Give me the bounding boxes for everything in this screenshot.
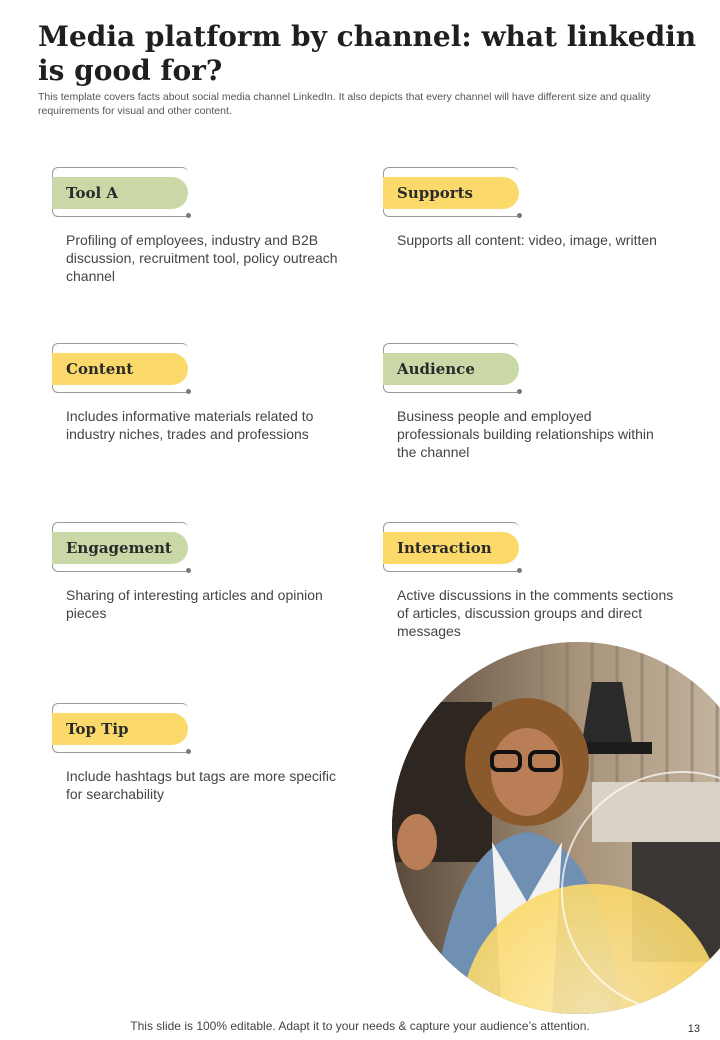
card-label: Tool A [52, 177, 188, 209]
photo-illustration [392, 642, 720, 1014]
connector-dot [186, 389, 191, 394]
card-description: Business people and employed professionals building relationships within the channel [397, 408, 654, 460]
card-description: Include hashtags but tags are more specific for searchability [66, 768, 337, 802]
card-label: Top Tip [52, 713, 188, 745]
card-description: Profiling of employees, industry and B2B discussion, recruitment tool, policy outreach channel [66, 232, 338, 284]
page-subtitle: This template covers facts about social media channel LinkedIn. It also depicts that every channel will have different size and quality requirements for visual and other content. [38, 91, 651, 117]
page-title: Media platform by channel: what linkedin is good for? [38, 20, 697, 87]
card-label: Audience [383, 353, 519, 385]
card-label: Engagement [52, 532, 188, 564]
connector-dot [186, 568, 191, 573]
card-description: Active discussions in the comments sections of articles, discussion groups and direct messages [397, 587, 674, 639]
card-description: Includes informative materials related to industry niches, trades and professions [66, 408, 314, 442]
card-label: Content [52, 353, 188, 385]
page-number: 13 [687, 1023, 700, 1035]
card-description: Supports all content: video, image, written [397, 232, 657, 248]
woman-photo [392, 642, 720, 1014]
card-label: Interaction [383, 532, 519, 564]
connector-dot [186, 749, 191, 754]
card-label: Supports [383, 177, 519, 209]
connector-dot [186, 213, 191, 218]
card-description: Sharing of interesting articles and opinion pieces [66, 587, 323, 621]
footer-note: This slide is 100% editable. Adapt it to your needs & capture your audience’s attention. [130, 1019, 590, 1033]
connector-dot [517, 213, 522, 218]
connector-dot [517, 389, 522, 394]
connector-dot [517, 568, 522, 573]
